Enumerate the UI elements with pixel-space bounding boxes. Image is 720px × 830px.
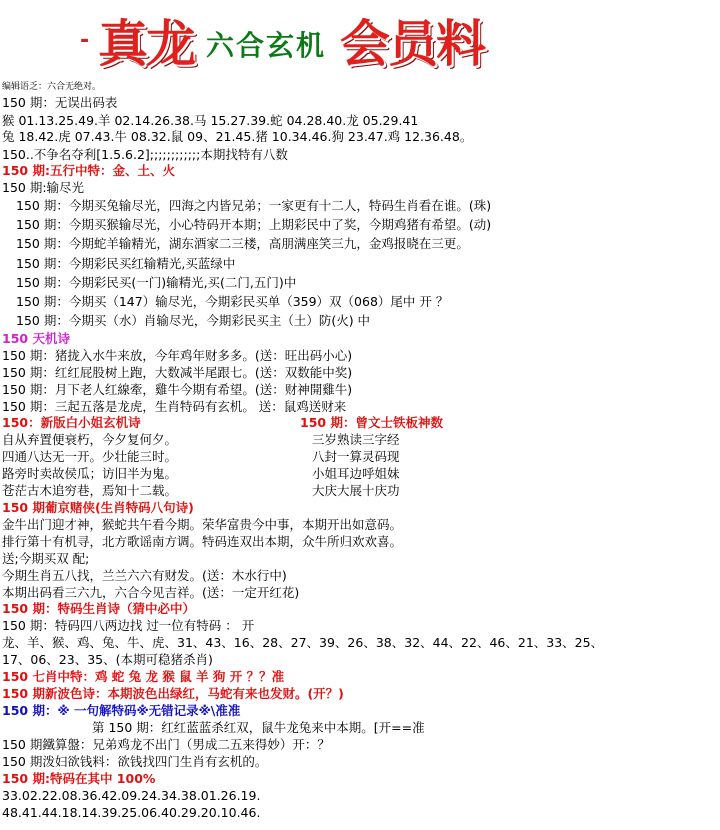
heading-five-elements: 150 期:五行中特：金、土、火 [2, 163, 175, 178]
line-lose-7: 150 期：今期买（水）肖输尽光，今期彩民买主（土）防(火) 中 [16, 313, 371, 328]
banner-title-zhenlong: 真龙 [98, 14, 194, 73]
heading-macau-gambler: 150 期葡京赌侠(生肖特码八句诗) [2, 500, 194, 515]
line-number-list-2: 48.41.44.18.14.39.25.06.40.29.20.10.46. [2, 805, 261, 820]
line-shrew-money: 150 期泼妇欲钱料：欲钱找四门生肖有玄机的。 [2, 754, 268, 769]
poem-left-2: 四通八达无一开。少壮能三时。 [2, 449, 178, 464]
heading-tianji-poem: 150 天机诗 [2, 331, 70, 346]
line-error-free-table: 150 期：无误出码表 [2, 95, 118, 110]
poem-right-4: 大庆大展十庆功 [312, 483, 400, 498]
poem-right-2: 八封一算灵码现 [312, 449, 400, 464]
line-zodiac-numbers-1: 猴 01.13.25.49.羊 02.14.26.38.马 15.27.39.蛇 04.28.40.龙 05.29.41 [2, 113, 419, 128]
line-lose-6: 150 期：今期买（147）输尽光，今期彩民买单（359）双（068）尾中 开 ？ [16, 294, 449, 309]
line-lose-2: 150 期：今期买猴输尽光，小心特码开本期；上期彩民中了奖，今期鸡猪有希望。(动) [16, 217, 492, 232]
editor-motto: 编辑语乏：六合无绝对。 [2, 82, 102, 92]
heading-white-lady-poem: 150：新版白小姐玄机诗 [2, 415, 141, 430]
line-tianji-4: 150 期：三起五落是龙虎，生肖特码有玄机。 送：鼠鸡送财来 [2, 399, 347, 414]
line-gambler-2: 排行第十有机寻，北方歌谣南方调。特码连双出本期，众牛所归欢欢喜。 [2, 534, 403, 549]
line-lose-5: 150 期：今期彩民买(一门)输精光,买(二门,五门)中 [16, 275, 297, 290]
line-lose-3: 150 期：今期蛇羊输精光，湖东酒家二三楼，高朋满座笑三九，金鸡报晓在三更。 [16, 236, 469, 251]
line-lose-4: 150 期：今期彩民买红输精光,买蓝绿中 [16, 256, 236, 271]
poem-left-3: 路旁时卖故侯瓜；访旧半为鬼。 [2, 466, 178, 481]
banner-dash: - [80, 28, 90, 53]
line-seven-zodiac: 150 七肖中特：鸡 蛇 兔 龙 猴 鼠 羊 狗 开 ？？准 [2, 669, 285, 684]
line-zodiac-numbers-2: 兔 18.42.虎 07.43.牛 08.32.鼠 09、21.45.猪 10.34.46.狗 23.47.鸡 12.36.48。 [2, 129, 473, 144]
line-tianji-3: 150 期：月下老人红線牽，雞牛今期有希望。(送：财神開雞牛) [2, 382, 353, 397]
poem-left-4: 苍茫古木追穷巷，焉知十二载。 [2, 483, 178, 498]
line-buy-even: 送;今期买双 配; [2, 551, 90, 566]
poem-right-1: 三岁熟读三字经 [312, 432, 400, 447]
line-zodiac-list: 龙、羊、猴、鸡、兔、牛、虎、31、43、16、28、27、39、26、38、32、44、22、46、21、33、25、 [2, 635, 604, 650]
heading-lose-all: 150 期:输尽光 [2, 180, 85, 195]
heading-one-sentence: 150 期：※ 一句解特码※无错记录※\准准 [2, 703, 241, 718]
heading-special-zodiac-poem: 150 期：特码生肖诗（猜中必中） [2, 601, 195, 616]
line-one-sentence: 第 150 期：红红蓝蓝杀红双，鼠牛龙兔来中本期。[开==准 [92, 720, 425, 735]
line-gambler-1: 金牛出门迎才神，猴蛇共午看今期。荣华富贵今中事，本期开出如意码。 [2, 517, 403, 532]
line-zodiac-list-cont: 17、06、23、35、(本期可稳猪杀肖) [2, 652, 213, 667]
banner-title-huiyuanliao: 会员料 [340, 14, 484, 73]
line-iron-abacus: 150 期鐵算盤：兄弟鸡龙不出门（男成二五来得妙）开：？ [2, 737, 330, 752]
line-wave-color-poem: 150 期新波色诗：本期波色出绿红，马蛇有来也发财。(开？) [2, 686, 344, 701]
heading-iron-board: 150 期：曾文士铁板神数 [300, 415, 443, 430]
line-special-48: 150 期：特码四八两边找 过一位有特码 ： 开 [2, 618, 255, 633]
poem-right-3: 小姐耳边呼姐妹 [312, 466, 400, 481]
line-zodiac-58: 今期生肖五八找，兰兰六六有财发。(送：木水行中) [2, 568, 287, 583]
poem-left-1: 自从弃置便衰朽，今夕复何夕。 [2, 432, 178, 447]
line-number-list-1: 33.02.22.08.36.42.09.24.34.38.01.26.19. [2, 788, 261, 803]
banner-title-liuhexuanji: 六合玄机 [206, 29, 327, 62]
line-tianji-2: 150 期：红红屁股树上跑，大数减半尾跟七。(送：双数能中奖) [2, 365, 353, 380]
line-369: 本期出码看三六九，六合今见吉祥。(送：一定开红花) [2, 585, 300, 600]
line-lose-1: 150 期：今期买兔输尽光，四海之内皆兄弟；一家更有十二人，特码生肖看在谁。(珠) [16, 198, 492, 213]
line-special-eight: 150..不争名夺利[1.5.6.2];;;;;;;;;;;;本期找特有八数 [2, 147, 288, 162]
heading-special-in-list: 150 期:特码在其中 100% [2, 771, 156, 786]
line-tianji-1: 150 期：猪拢入水牛来放，今年鸡年财多多。(送：旺出码小心) [2, 348, 353, 363]
title-banner [0, 0, 720, 72]
